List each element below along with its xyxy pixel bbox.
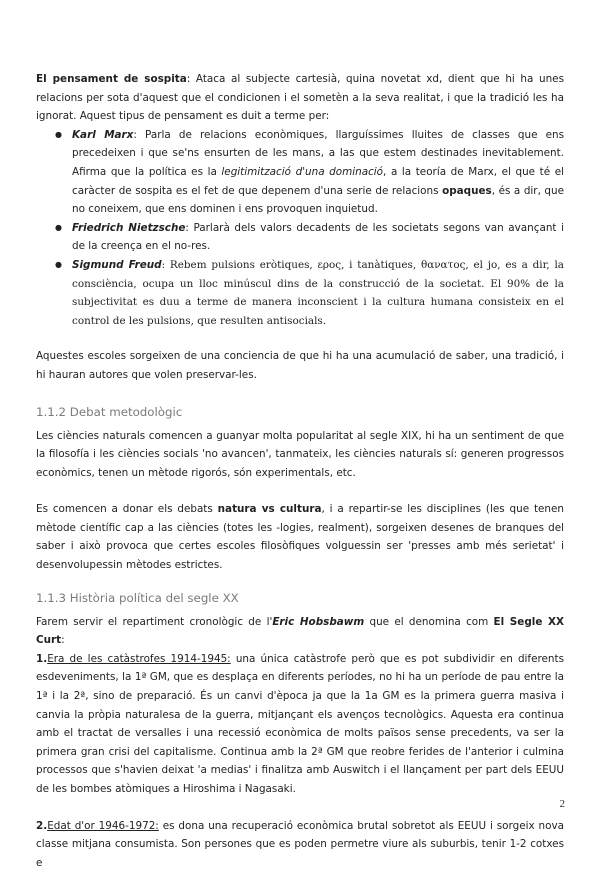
- section-heading-methodological-debate: 1.1.2 Debat metodològic: [36, 404, 183, 419]
- section-heading-political-history: 1.1.3 Història política del segle XX: [36, 590, 239, 605]
- list-item-freud: ● Sigmund Freud: Rebem pulsions eròtiques, ερος, i tanàtiques, θανατος, el jo, es a dir, la consciència, ocupa un lloc minúscul dins de la construcció de la societat. El 90% de la subjectivitat es duu a terme de manera inconscient i la cultura humana consisteix en el control de les pulsions, que resulten antisocials.: [72, 256, 564, 330]
- list-item-marx: ● Karl Marx: Parla de relacions econòmiques, llarguíssimes lluites de classes que ens precedeixen i que se'ns ensurten de les mans, a las que estem destinades inevitablement. Afirma que la política es la legitimització d'una dominació, a la teoría de Marx, el que té el caràcter de sospita es el fet de que depenem d'una serie de relacions opaques, és a dir, que no coneixem, que ens dominen i ens provoquen inquietud.: [72, 126, 564, 219]
- thinker-name: Karl Marx: [72, 128, 134, 141]
- suspicion-term: El pensament de sospita: [36, 73, 187, 85]
- list-item-nietzsche: ● Friedrich Nietzsche: Parlarà dels valors decadents de les societats segons van avançant i de la creença en el no-res.: [72, 219, 564, 256]
- author-name: Eric Hobsbawm: [272, 615, 365, 628]
- thinker-name: Friedrich Nietzsche: [72, 221, 186, 234]
- thinkers-list: [36, 126, 564, 331]
- document-page: [36, 70, 564, 872]
- thinker-name: Sigmund Freud: [72, 258, 162, 271]
- golden-age-paragraph: 2.Edat d'or 1946-1972: es dona una recuperació econòmica brutal sobretot als EEUU i sorgeix nova classe mitjana consumista. Son persones que es poden permetre viure als suburbis, tenir 1-2 cotxes e: [36, 819, 564, 869]
- hobsbawm-intro-paragraph: Farem servir el repartiment cronològic de l'Eric Hobsbawm que el denomina com El Segle XX Curt:: [36, 615, 564, 647]
- era-title: Edat d'or 1946-1972:: [47, 819, 159, 832]
- era-title: Era de les catàstrofes 1914-1945:: [47, 652, 231, 665]
- nature-culture-paragraph: Es comencen a donar els debats natura vs cultura, i a repartir-se les disciplines (les que tenen mètode científic cap a las ciències (totes les -logies, realment), sorgeixen desenes de branques del saber i això provoca que certes escoles filosòfiques volguessin ser 'presses amb més serietat' i desenvolupessin mètodes estrictes.: [36, 503, 564, 572]
- suspicion-intro-paragraph: El pensament de sospita: Ataca al subjecte cartesià, quina novetat xd, dient que hi ha unes relacions per sota d'aquest que el condicionen i el sometèn a la seva realitat, i que la tradició les ha ignorat. Aquest tipus de pensament es duit a terme per:: [36, 73, 564, 123]
- natural-sciences-paragraph: Les ciències naturals comencen a guanyar molta popularitat al segle XIX, hi ha un sentiment de que la filosofía i les ciències socials 'no avancen', tanmateix, les ciències naturals sí: generen progressos econòmics, tenen un mètode rigorós, són experimentals, etc.: [36, 429, 564, 479]
- era-catastrophes-paragraph: 1.Era de les catàstrofes 1914-1945: una única catàstrofe però que es pot subdividir en diferents esdeveniments, la 1ª GM, que es desplaça en diferents períodes, no hi ha un període de pau entre la 1ª i la 2ª, sino de preparació. És un canvi d'època ja que la 1a GM es la primera guerra masiva i canvia la pròpia naturalesa de la guerra, mitjançant els avenços tecnològics. Aquesta era continua amb el tractat de versalles i una recessió econòmica de molts països sense precedents, va ser la primera gran crisi del capitalisme. Continua amb la 2ª GM que reobre ferides de l'anterior i culmina processos que s'havien deixat 'a medias' i finalitza amb Auswitch i el llançament per part dels EEUU de les bombes atòmiques a Hiroshima i Nagasaki.: [36, 652, 564, 795]
- page-number: 2: [559, 798, 565, 810]
- schools-paragraph: Aquestes escoles sorgeixen de una conciencia de que hi ha una acumulació de saber, una tradició, i hi hauran autores que volen preservar-les.: [36, 350, 564, 381]
